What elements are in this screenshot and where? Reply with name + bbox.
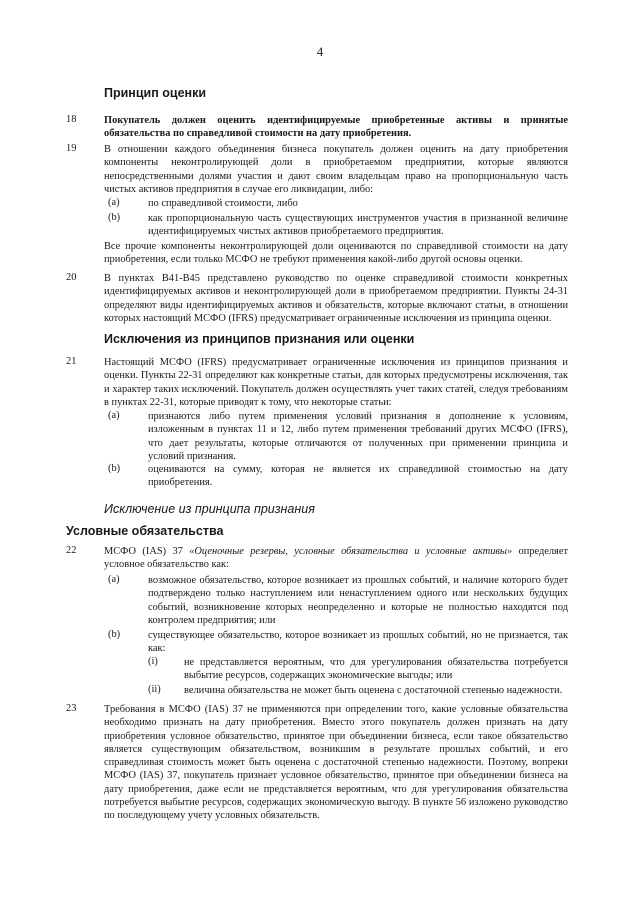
heading-valuation-principle: Принцип оценки — [104, 86, 207, 100]
item-19a: по справедливой стоимости, либо — [148, 198, 298, 209]
page-number: 4 — [316, 44, 324, 59]
item-22b: существующее обязательство, которое возникает из прошлых событий, но не признается, так как: — [148, 630, 568, 655]
item-21b: оцениваются на сумму, которая не является их справедливой стоимостью на дату приобретения. — [148, 464, 568, 489]
item-22b-ii-marker: (ii) — [148, 684, 161, 695]
paragraph-22 — [104, 545, 568, 572]
paragraph-number-19: 19 — [66, 143, 77, 154]
heading-recognition-exception: Исключение из принципа признания — [104, 502, 315, 516]
item-22b-i: не представляется вероятным, что для урегулирования обязательства потребуется выбытие ресурсов, содержащих экономические выгоды; или — [184, 657, 568, 682]
heading-exceptions: Исключения из принципов признания или оценки — [104, 332, 415, 346]
paragraph-21: Настоящий МСФО (IFRS) предусматривает ограниченные исключения из принципов признания и оценки. Пункты 22-31 определяют как конкретные статьи, для которых предусмотрены исключения, так и характер таких исключений. Покупатель должен осуществлять учет таких статей, следуя требованиям в пунктах 22-31, которые приводят к тому, что некоторые статьи: — [104, 357, 568, 408]
item-19b: как пропорциональную часть существующих инструментов участия в признанной величине идентифицируемых чистых активов приобретаемого предприятия. — [148, 213, 568, 238]
paragraph-number-18: 18 — [66, 114, 77, 125]
item-21b-marker: (b) — [108, 463, 121, 474]
item-19b-marker: (b) — [108, 212, 121, 223]
paragraph-18: Покупатель должен оценить идентифицируемые приобретенные активы и принятые обязательства по справедливой стоимости на дату приобретения. — [104, 115, 568, 140]
item-22a: возможное обязательство, которое возникает из прошлых событий, и наличие которого будет подтверждено только наступлением или ненаступлением одного или нескольких будущих событий, возникновение которых неопределенно и которые не полностью находятся под контролем предприятия; или — [148, 575, 568, 626]
paragraph-23: Требования в МСФО (IAS) 37 не применяются при определении того, какие условные обязательства необходимо признать на дату приобретения. Вместо этого покупатель должен признать на дату приобретения условное обязательство, принятое при объединении бизнеса, если такое обязательство является существующим обязательством, возникшим в результате прошлых событий, и его справедливая стоимость может быть оценена с достаточной степенью надежности. Поэтому, вопреки МСФО (IAS) 37, покупатель признает условное обязательство, принятое при объединении бизнеса на дату приобретения, даже если не представляется вероятным, что для урегулирования обязательства потребуется выбытие ресурсов, содержащих экономическую выгоду. В пункте 56 изложено руководство по последующему учету условных обязательств. — [104, 704, 568, 822]
item-21a-marker: (a) — [108, 410, 120, 421]
item-21a: признаются либо путем применения условий признания в дополнение к условиям, изложенным в пунктах 11 и 12, либо путем применения требований других МСФО (IFRS), что дает результаты, которые отличаются от полученных при применении принципа и условий признания. — [148, 411, 568, 462]
paragraph-19-tail: Все прочие компоненты неконтролирующей доли оцениваются по справедливой стоимости на дату приобретения, если только МСФО не требуют применения какой-либо другой основы оценки. — [104, 241, 568, 266]
item-22a-marker: (a) — [108, 574, 120, 585]
paragraph-number-23: 23 — [66, 703, 77, 714]
paragraph-19: В отношении каждого объединения бизнеса покупатель должен оценить на дату приобретения компоненты неконтролирующей доли в приобретаемом предприятии, которые являются непосредственными долями участия и дают своим владельцам право на пропорциональную часть чистых активов предприятия в случае его ликвидации, либо: — [104, 144, 568, 195]
ias37-title: «Оценочные резервы, условные обязательства и условные активы» — [189, 546, 513, 557]
paragraph-number-21: 21 — [66, 356, 77, 367]
heading-contingent-liabilities: Условные обязательства — [66, 524, 224, 538]
item-19a-marker: (a) — [108, 197, 120, 208]
item-22b-marker: (b) — [108, 629, 121, 640]
paragraph-20: В пунктах B41-B45 представлено руководство по оценке справедливой стоимости конкретных идентифицируемых активов и неконтролирующей доли в приобретаемом предприятии. Пункты 24-31 определяют виды идентифицируемых активов и обязательств, которые включают статьи, в отношении которых настоящий МСФО (IFRS) предусматривает ограниченные исключения из принципа оценки. — [104, 273, 568, 324]
item-22b-i-marker: (i) — [148, 656, 158, 667]
item-22b-ii: величина обязательства не может быть оценена с достаточной степенью надежности. — [184, 685, 563, 696]
paragraph-number-20: 20 — [66, 272, 77, 283]
paragraph-22-lead: МСФО (IAS) 37 — [104, 546, 190, 557]
paragraph-number-22: 22 — [66, 545, 77, 556]
paragraph-22-tail: определяет условное обязательство как: — [104, 546, 568, 571]
